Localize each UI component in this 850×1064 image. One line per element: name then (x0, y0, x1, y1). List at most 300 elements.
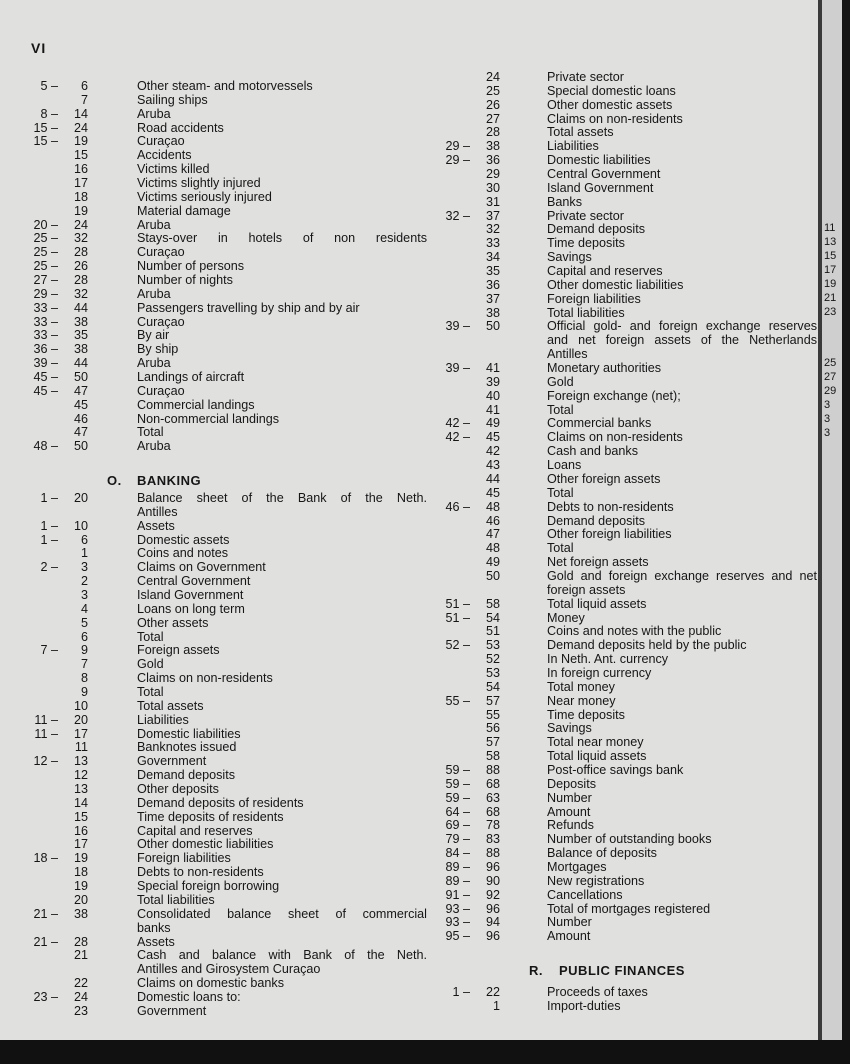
table-title: Proceeds of taxes (547, 985, 648, 999)
list-item (430, 362, 817, 376)
table-title: Capital and reserves (547, 264, 663, 279)
table-range-start (20, 866, 58, 880)
table-range-start (430, 556, 470, 570)
table-range-start (20, 575, 58, 589)
table-title: Capital and reserves (137, 823, 253, 838)
table-range-end: 90 (485, 873, 500, 888)
list-item (20, 797, 427, 811)
list-item (430, 695, 817, 709)
list-item (20, 589, 427, 603)
table-range-start (430, 681, 470, 695)
table-range-start (430, 667, 470, 681)
list-item (20, 163, 427, 177)
table-range-start (20, 399, 58, 413)
list-item (20, 1005, 427, 1019)
table-range-end: 29 (485, 167, 500, 182)
table-range-end: 26 (73, 259, 88, 274)
table-title: Other assets (137, 615, 209, 630)
table-range-end: 9 (80, 685, 88, 700)
table-range-end: 50 (73, 439, 88, 454)
table-range-start (430, 722, 470, 736)
table-title: Victims slightly injured (137, 176, 261, 191)
list-item (20, 108, 427, 122)
table-title: banks (137, 920, 171, 935)
table-title: Claims on non-residents (547, 430, 683, 445)
table-range-end (58, 506, 88, 520)
table-list-right-2 (430, 986, 817, 1014)
adjacent-page-number: 13 (824, 236, 837, 248)
table-title: Number of outstanding books (547, 832, 712, 847)
table-range-end: 13 (73, 754, 88, 769)
table-title: Commercial landings (137, 397, 255, 412)
table-title: Demand deposits (547, 222, 646, 237)
list-item (20, 894, 427, 908)
table-title: Net foreign assets (547, 555, 649, 570)
table-range-end: 38 (73, 314, 88, 329)
table-range-end: 9 (80, 643, 88, 658)
table-range-end: 63 (485, 790, 500, 805)
table-range-start: 11 – (34, 712, 58, 727)
list-item (430, 459, 817, 473)
table-range-end: 96 (485, 929, 500, 944)
table-range-end: 5 (80, 615, 88, 630)
table-range-start (430, 126, 470, 140)
table-range-end: 20 (73, 491, 88, 505)
table-range-end: 24 (485, 70, 500, 84)
table-range-start: 48 – (33, 439, 58, 454)
table-title: Savings (547, 721, 592, 736)
table-range-end: 26 (485, 97, 500, 112)
table-range-end: 49 (485, 416, 500, 431)
table-range-end: 46 (485, 513, 500, 528)
table-range-end: 38 (73, 342, 88, 357)
table-title: Cancellations (547, 887, 623, 902)
list-item (430, 709, 817, 723)
table-range-start: 5 – (40, 79, 58, 93)
list-item (20, 288, 427, 302)
table-title: Other domestic liabilities (547, 277, 684, 292)
table-title: Domestic loans to: (137, 989, 241, 1004)
table-range-end: 44 (73, 356, 88, 371)
table-range-end: 6 (80, 79, 88, 93)
list-item (430, 140, 817, 154)
table-range-end: 30 (485, 180, 500, 195)
table-title: Island Government (137, 588, 244, 603)
table-range-start: 20 – (33, 217, 58, 232)
table-range-end: 53 (485, 638, 500, 653)
table-range-start (430, 71, 470, 85)
table-title: Demand deposits (137, 768, 236, 783)
table-title: Money (547, 610, 585, 625)
table-title: Non-commercial landings (137, 411, 280, 426)
table-range-start (20, 783, 58, 797)
list-item (20, 440, 427, 454)
list-item (430, 251, 817, 265)
adjacent-page-number: 15 (824, 250, 837, 262)
list-item (20, 399, 427, 413)
table-title: Demand deposits of residents (137, 795, 304, 810)
table-title: Antilles (547, 347, 588, 362)
table-range-end: 54 (485, 679, 500, 694)
list-item (430, 515, 817, 529)
table-range-start (430, 584, 470, 598)
table-title: Stays-over in hotels of non residents (137, 232, 427, 246)
table-range-start (430, 459, 470, 473)
list-item (20, 936, 427, 950)
table-range-end: 44 (485, 471, 500, 486)
table-range-start (430, 223, 470, 237)
table-range-start: 93 – (445, 915, 470, 930)
table-range-start: 33 – (33, 328, 58, 343)
list-item (430, 293, 817, 307)
table-title: Landings of aircraft (137, 370, 245, 385)
scan-border-bottom (0, 1040, 850, 1064)
table-title: Banknotes issued (137, 740, 237, 755)
list-item (430, 210, 817, 224)
list-item (430, 182, 817, 196)
table-title: Total assets (547, 125, 614, 140)
table-range-start: 25 – (33, 231, 58, 246)
list-item (20, 191, 427, 205)
section-letter: O. (107, 473, 122, 488)
table-range-start (430, 736, 470, 750)
table-title: Curaçao (137, 383, 185, 398)
list-item (20, 769, 427, 783)
table-title: Other deposits (137, 782, 219, 797)
table-range-end: 8 (80, 671, 88, 686)
table-range-start (430, 376, 470, 390)
table-range-end: 14 (73, 795, 88, 810)
list-item (20, 246, 427, 260)
section-title: BANKING (137, 473, 202, 488)
table-range-start: 59 – (445, 776, 470, 791)
list-item (20, 617, 427, 631)
table-range-end: 55 (485, 707, 500, 722)
table-title: Total of mortgages registered (547, 901, 711, 916)
table-title: Other domestic liabilities (137, 837, 274, 852)
list-item (20, 232, 427, 246)
list-item (20, 866, 427, 880)
table-range-start: 18 – (33, 851, 58, 866)
list-item (20, 534, 427, 548)
list-item (20, 177, 427, 191)
table-title: Antilles (137, 504, 178, 519)
table-range-start (430, 196, 470, 210)
adjacent-page-number: 23 (824, 306, 837, 318)
table-title: Private sector (547, 208, 624, 223)
list-item (430, 320, 817, 334)
table-range-end (58, 963, 88, 977)
table-title: Total liquid assets (547, 749, 647, 764)
table-title: Consolidated balance sheet of commercial (137, 907, 427, 921)
table-title: Gold (547, 374, 574, 389)
table-title: Mortgages (547, 859, 607, 874)
table-range-end: 45 (485, 485, 500, 500)
list-item (20, 852, 427, 866)
table-range-end: 16 (73, 823, 88, 838)
table-title: Material damage (137, 203, 231, 218)
adjacent-page-number: 25 (824, 357, 837, 369)
table-range-start: 42 – (445, 430, 470, 445)
table-range-end: 27 (485, 111, 500, 126)
list-item (430, 875, 817, 889)
table-range-start: 23 – (33, 989, 58, 1004)
table-range-start: 55 – (445, 693, 470, 708)
list-item (430, 861, 817, 875)
table-range-start (20, 426, 58, 440)
table-title: Loans (547, 458, 582, 473)
adjacent-page-number: 27 (824, 371, 837, 383)
table-range-start: 15 – (33, 120, 58, 135)
table-title: Liabilities (547, 139, 599, 154)
table-range-start (430, 251, 470, 265)
table-range-start (20, 825, 58, 839)
table-range-end: 12 (73, 768, 88, 783)
table-range-start: 59 – (445, 790, 470, 805)
table-range-start (430, 404, 470, 418)
table-title: Other foreign assets (547, 471, 661, 486)
table-range-start (20, 700, 58, 714)
table-range-end: 21 (73, 948, 88, 963)
list-item (20, 413, 427, 427)
table-title: Gold (137, 657, 164, 672)
list-item (20, 741, 427, 755)
table-title: Monetary authorities (547, 361, 662, 376)
table-range-end: 32 (73, 231, 88, 246)
list-item (20, 714, 427, 728)
table-range-end: 50 (73, 370, 88, 385)
list-item (430, 528, 817, 542)
list-item (430, 542, 817, 556)
table-range-end: 41 (485, 361, 500, 376)
list-item (20, 922, 427, 936)
table-range-start (20, 672, 58, 686)
table-range-end: 40 (485, 388, 500, 403)
table-range-end: 3 (80, 588, 88, 603)
table-range-end: 56 (485, 721, 500, 736)
list-item (430, 764, 817, 778)
list-item (430, 612, 817, 626)
table-title: Time deposits of residents (137, 809, 284, 824)
table-title: Debts to non-residents (137, 865, 264, 880)
list-item (430, 667, 817, 681)
list-item (430, 556, 817, 570)
list-item (20, 991, 427, 1005)
table-range-start (430, 237, 470, 251)
table-range-end: 13 (73, 782, 88, 797)
list-item (430, 265, 817, 279)
list-item (430, 223, 817, 237)
list-item (430, 417, 817, 431)
section-title: PUBLIC FINANCES (559, 963, 685, 978)
table-range-end: 42 (485, 444, 500, 459)
list-item (430, 473, 817, 487)
table-title: By air (137, 328, 170, 343)
table-range-end: 14 (73, 106, 88, 121)
table-range-end: 52 (485, 652, 500, 667)
list-item (430, 99, 817, 113)
table-title: Near money (547, 693, 616, 708)
table-range-start (430, 168, 470, 182)
list-item (430, 778, 817, 792)
table-range-end: 1 (492, 998, 500, 1013)
table-range-start: 7 – (40, 643, 58, 658)
table-title: By ship (137, 342, 179, 357)
table-range-end: 47 (485, 527, 500, 542)
table-title: Demand deposits (547, 513, 646, 528)
list-item (20, 329, 427, 343)
table-range-start: 93 – (445, 901, 470, 916)
list-item (20, 492, 427, 506)
section-heading-banking (107, 473, 201, 488)
table-range-end: 25 (485, 83, 500, 98)
list-item (20, 631, 427, 645)
table-range-end: 48 (485, 541, 500, 556)
table-range-start: 1 – (452, 985, 470, 999)
table-range-start (20, 811, 58, 825)
table-range-start (20, 741, 58, 755)
table-range-start: 89 – (445, 859, 470, 874)
table-title: Total near money (547, 735, 644, 750)
table-range-start (430, 348, 470, 362)
table-range-end: 44 (73, 300, 88, 315)
list-item (20, 135, 427, 149)
table-range-start (20, 963, 58, 977)
table-range-end: 23 (73, 1003, 88, 1018)
list-item (430, 986, 817, 1000)
table-range-end (470, 348, 500, 362)
list-item (430, 71, 817, 85)
table-range-start: 95 – (445, 929, 470, 944)
table-range-start: 59 – (445, 762, 470, 777)
table-range-end: 1 (80, 546, 88, 561)
table-range-end: 57 (485, 693, 500, 708)
table-title: Import-duties (547, 998, 621, 1013)
table-range-start: 84 – (445, 846, 470, 861)
table-title: Curaçao (137, 134, 185, 149)
list-item (430, 431, 817, 445)
list-item (430, 750, 817, 764)
list-item (20, 274, 427, 288)
table-range-start: 12 – (33, 754, 58, 769)
table-range-start: 1 – (40, 532, 58, 547)
table-title: Coins and notes with the public (547, 624, 722, 639)
table-title: Special domestic loans (547, 83, 676, 98)
table-range-end: 38 (73, 906, 88, 921)
table-range-end: 19 (73, 851, 88, 866)
table-range-end: 2 (80, 574, 88, 589)
table-range-end: 57 (485, 735, 500, 750)
table-range-start: 64 – (445, 804, 470, 819)
page-number: VI (31, 40, 47, 56)
table-range-start (20, 977, 58, 991)
table-title: Other domestic assets (547, 97, 673, 112)
list-item (430, 819, 817, 833)
table-title: Island Government (547, 180, 654, 195)
table-title: Balance sheet of the Bank of the Neth. (137, 492, 427, 505)
table-range-start: 51 – (445, 596, 470, 611)
table-range-start (430, 445, 470, 459)
table-title: Total liabilities (137, 892, 215, 907)
table-range-end: 33 (485, 236, 500, 251)
table-range-start (20, 631, 58, 645)
table-title: Total (547, 541, 574, 556)
table-range-start (20, 658, 58, 672)
table-title: Total liquid assets (547, 596, 647, 611)
table-title: Total assets (137, 698, 204, 713)
table-range-end: 47 (73, 425, 88, 440)
table-range-end: 68 (485, 776, 500, 791)
list-item (20, 908, 427, 922)
list-item (20, 977, 427, 991)
table-title: Aruba (137, 106, 171, 121)
table-title: Aruba (137, 286, 171, 301)
list-item (430, 126, 817, 140)
table-range-start: 21 – (33, 934, 58, 949)
table-range-start (20, 589, 58, 603)
table-range-end: 41 (485, 402, 500, 417)
list-item (430, 334, 817, 348)
adjacent-page-number: 11 (824, 222, 836, 234)
table-range-end: 7 (80, 92, 88, 107)
table-range-start (20, 880, 58, 894)
table-title: foreign assets (547, 582, 626, 597)
table-range-start: 27 – (33, 273, 58, 288)
list-item (430, 501, 817, 515)
table-range-end: 19 (73, 203, 88, 218)
list-item (430, 196, 817, 210)
table-title: Assets (137, 934, 175, 949)
table-title: Refunds (547, 818, 594, 833)
list-item (20, 371, 427, 385)
list-item (20, 700, 427, 714)
adjacent-page-edge (822, 0, 842, 1040)
table-title: Private sector (547, 70, 624, 84)
table-range-end: 46 (73, 411, 88, 426)
list-item (20, 575, 427, 589)
list-item (20, 811, 427, 825)
table-title: Official gold- and foreign exchange reserves (547, 320, 817, 334)
list-item (20, 385, 427, 399)
table-range-start: 45 – (33, 370, 58, 385)
table-range-end: 32 (485, 222, 500, 237)
table-title: Victims seriously injured (137, 189, 272, 204)
list-item (430, 916, 817, 930)
table-range-end: 22 (73, 976, 88, 991)
table-title: Aruba (137, 217, 171, 232)
table-range-start (20, 547, 58, 561)
table-title: Commercial banks (547, 416, 652, 431)
table-title: Banks (547, 194, 583, 209)
table-range-start: 39 – (33, 356, 58, 371)
table-range-end: 24 (73, 989, 88, 1004)
table-range-start (20, 205, 58, 219)
table-range-end: 24 (73, 217, 88, 232)
table-range-end: 36 (485, 277, 500, 292)
table-range-start (20, 922, 58, 936)
table-range-end: 45 (485, 430, 500, 445)
list-item (430, 681, 817, 695)
list-item (430, 889, 817, 903)
table-range-start: 33 – (33, 314, 58, 329)
list-item (430, 903, 817, 917)
table-range-end: 45 (73, 397, 88, 412)
table-range-start (430, 307, 470, 321)
table-title: Cash and banks (547, 444, 639, 459)
table-title: Domestic liabilities (137, 726, 241, 741)
table-range-end: 88 (485, 762, 500, 777)
table-range-start (20, 949, 58, 963)
